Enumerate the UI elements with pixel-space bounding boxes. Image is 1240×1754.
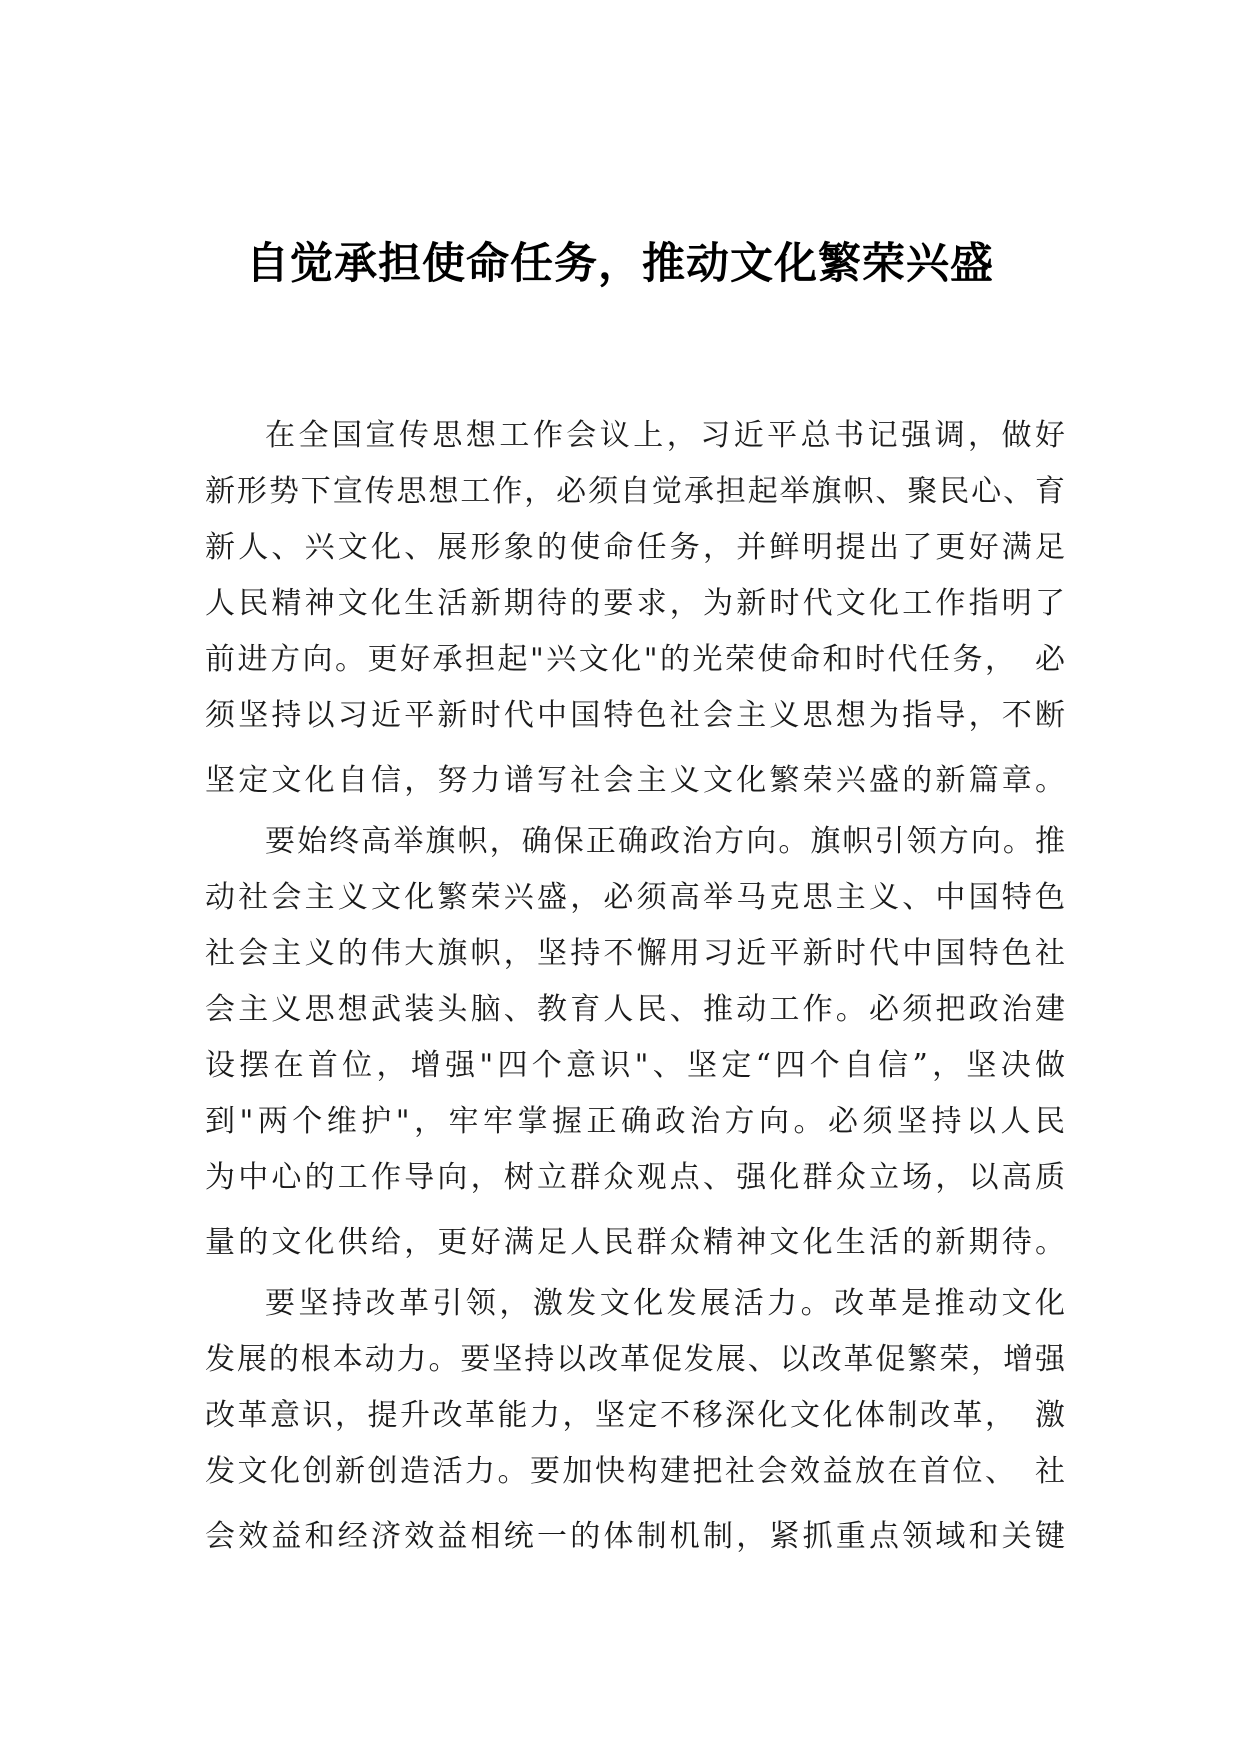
text-line: 社会主义的伟大旗帜，坚持不懈用习近平新时代中国特色社 (205, 936, 1065, 971)
paragraph (205, 408, 1065, 814)
text-line: 为中心的工作导向，树立群众观点、强化群众立场，以高质 (205, 1160, 1065, 1195)
text-line: 动社会主义文化繁荣兴盛，必须高举马克思主义、中国特色 (205, 880, 1065, 915)
text-line: 会主义思想武装头脑、教育人民、推动工作。必须把政治建 (205, 992, 1065, 1027)
text-line: 前进方向。更好承担起"兴文化"的光荣使命和时代任务， 必 (205, 642, 1065, 677)
text-line: 发展的根本动力。要坚持以改革促发展、以改革促繁荣，增强 (205, 1342, 1065, 1377)
text-line: 人民精神文化生活新期待的要求，为新时代文化工作指明了 (205, 586, 1065, 621)
text-line: 坚定文化自信，努力谱写社会主义文化繁荣兴盛的新篇章。 (205, 763, 1065, 798)
text-line: 会效益和经济效益相统一的体制机制，紧抓重点领域和关键 (205, 1519, 1065, 1554)
document-title: 自觉承担使命任务，推动文化繁荣兴盛 (246, 239, 994, 289)
paragraph (205, 1276, 1065, 1570)
text-line: 须坚持以习近平新时代中国特色社会主义思想为指导，不断 (205, 698, 1065, 733)
paragraph (205, 814, 1065, 1276)
text-line: 新人、兴文化、展形象的使命任务，并鲜明提出了更好满足 (205, 530, 1065, 565)
text-line: 在全国宣传思想工作会议上，习近平总书记强调，做好 (265, 418, 1065, 453)
text-line: 发文化创新创造活力。要加快构建把社会效益放在首位、 社 (205, 1454, 1065, 1489)
text-line: 要始终高举旗帜，确保正确政治方向。旗帜引领方向。推 (265, 824, 1065, 859)
text-line: 到"两个维护"，牢牢掌握正确政治方向。必须坚持以人民 (205, 1104, 1065, 1139)
text-line: 改革意识，提升改革能力，坚定不移深化文化体制改革， 激 (205, 1398, 1065, 1433)
text-line: 设摆在首位，增强"四个意识"、坚定“四个自信”，坚决做 (205, 1048, 1065, 1083)
text-line: 量的文化供给，更好满足人民群众精神文化生活的新期待。 (205, 1225, 1065, 1260)
document-body (205, 408, 1065, 1570)
text-line: 要坚持改革引领，激发文化发展活力。改革是推动文化 (265, 1286, 1065, 1321)
text-line: 新形势下宣传思想工作，必须自觉承担起举旗帜、聚民心、育 (205, 474, 1065, 509)
